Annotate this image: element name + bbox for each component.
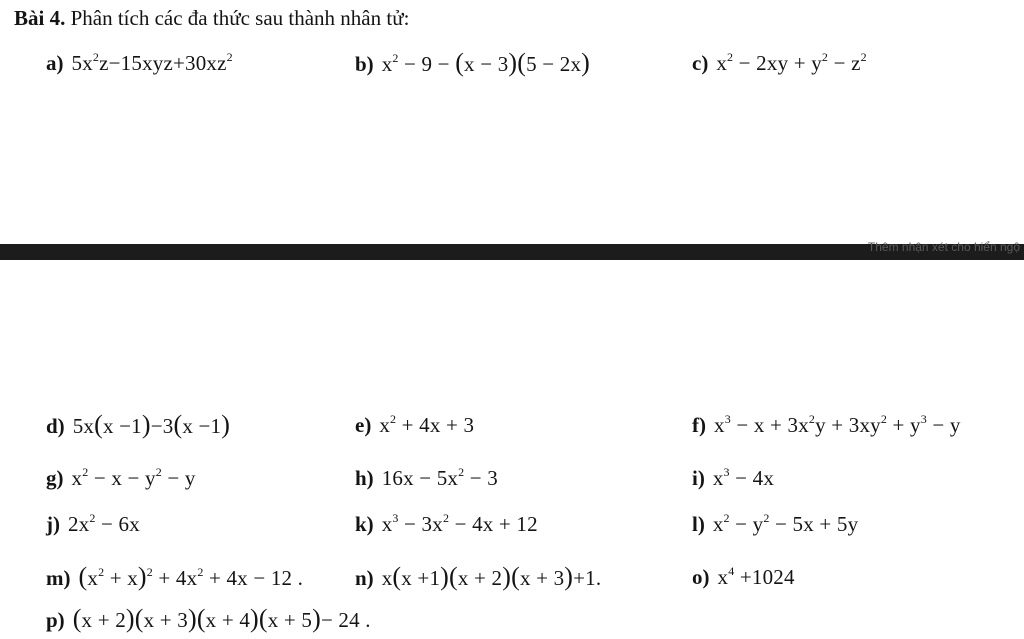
item-expression: $x^3 - x + 3x^2y + 3xy^2 + y^3 - y$ (714, 412, 961, 437)
item-expression: $x^3 - 4x$ (712, 465, 775, 490)
exercise-item-e (355, 412, 474, 438)
item-label: c) (692, 51, 709, 75)
item-label: d) (46, 414, 65, 438)
item-label: g) (46, 466, 64, 490)
exercise-item-l (692, 511, 858, 537)
item-expression: $5x^2z-15xyz+30xz^2$ (71, 50, 233, 75)
item-expression: $x^4 +1024$ (717, 564, 795, 589)
exercise-item-n (355, 564, 601, 591)
item-expression: $x^3 - 3x^2 - 4x + 12$ (381, 511, 538, 536)
item-expression: $x^2 - y^2 - 5x + 5y$ (712, 511, 859, 536)
exercise-item-c (692, 50, 867, 76)
item-expression: $(x^2 + x)^2 + 4x^2 + 4x - 12$ . (78, 562, 304, 591)
item-expression: (x + 2)(x + 3)(x + 4)(x + 5)− 24 . (72, 604, 371, 633)
exercise-item-f (692, 412, 961, 438)
black-divider-bar (0, 240, 1024, 260)
item-label: o) (692, 565, 710, 589)
exercise-item-a (46, 50, 233, 76)
item-expression: $x^2 - x - y^2 - y$ (71, 465, 196, 490)
item-expression: $x^2 - 9 - (x - 3)(5 - 2x)$ (381, 48, 591, 77)
exercise-item-h (355, 465, 498, 491)
exercise-number: Bài 4. (14, 6, 66, 30)
exercise-item-o (692, 564, 795, 590)
exercise-instruction: Phân tích các đa thức sau thành nhân tử: (70, 6, 410, 30)
item-label: n) (355, 566, 374, 590)
exercise-item-p (46, 606, 371, 633)
item-label: e) (355, 413, 372, 437)
divider-faint-text: Thêm nhận xét cho hiển ngộ (867, 240, 1020, 254)
item-label: l) (692, 512, 705, 536)
exercise-item-d (46, 412, 230, 439)
item-label: m) (46, 566, 71, 590)
item-expression: $2x^2 - 6x$ (68, 511, 140, 536)
exercise-item-m (46, 564, 303, 591)
item-label: k) (355, 512, 374, 536)
item-expression: $16x - 5x^2 - 3$ (381, 465, 498, 490)
item-expression: x(x +1)(x + 2)(x + 3)+1. (381, 562, 602, 591)
item-label: b) (355, 52, 374, 76)
item-label: a) (46, 51, 64, 75)
item-label: h) (355, 466, 374, 490)
item-expression: 5x(x −1)−3(x −1) (72, 410, 231, 439)
item-label: j) (46, 512, 60, 536)
exercise-item-g (46, 465, 196, 491)
exercise-item-b (355, 50, 590, 77)
exercise-item-j (46, 511, 140, 537)
item-expression: $x^2 - 2xy + y^2 - z^2$ (716, 50, 867, 75)
item-expression: $x^2 + 4x + 3$ (379, 412, 475, 437)
exercise-item-k (355, 511, 538, 537)
exercise-title (14, 6, 409, 31)
item-label: i) (692, 466, 705, 490)
exercise-item-i (692, 465, 774, 491)
item-label: f) (692, 413, 706, 437)
item-label: p) (46, 608, 65, 632)
